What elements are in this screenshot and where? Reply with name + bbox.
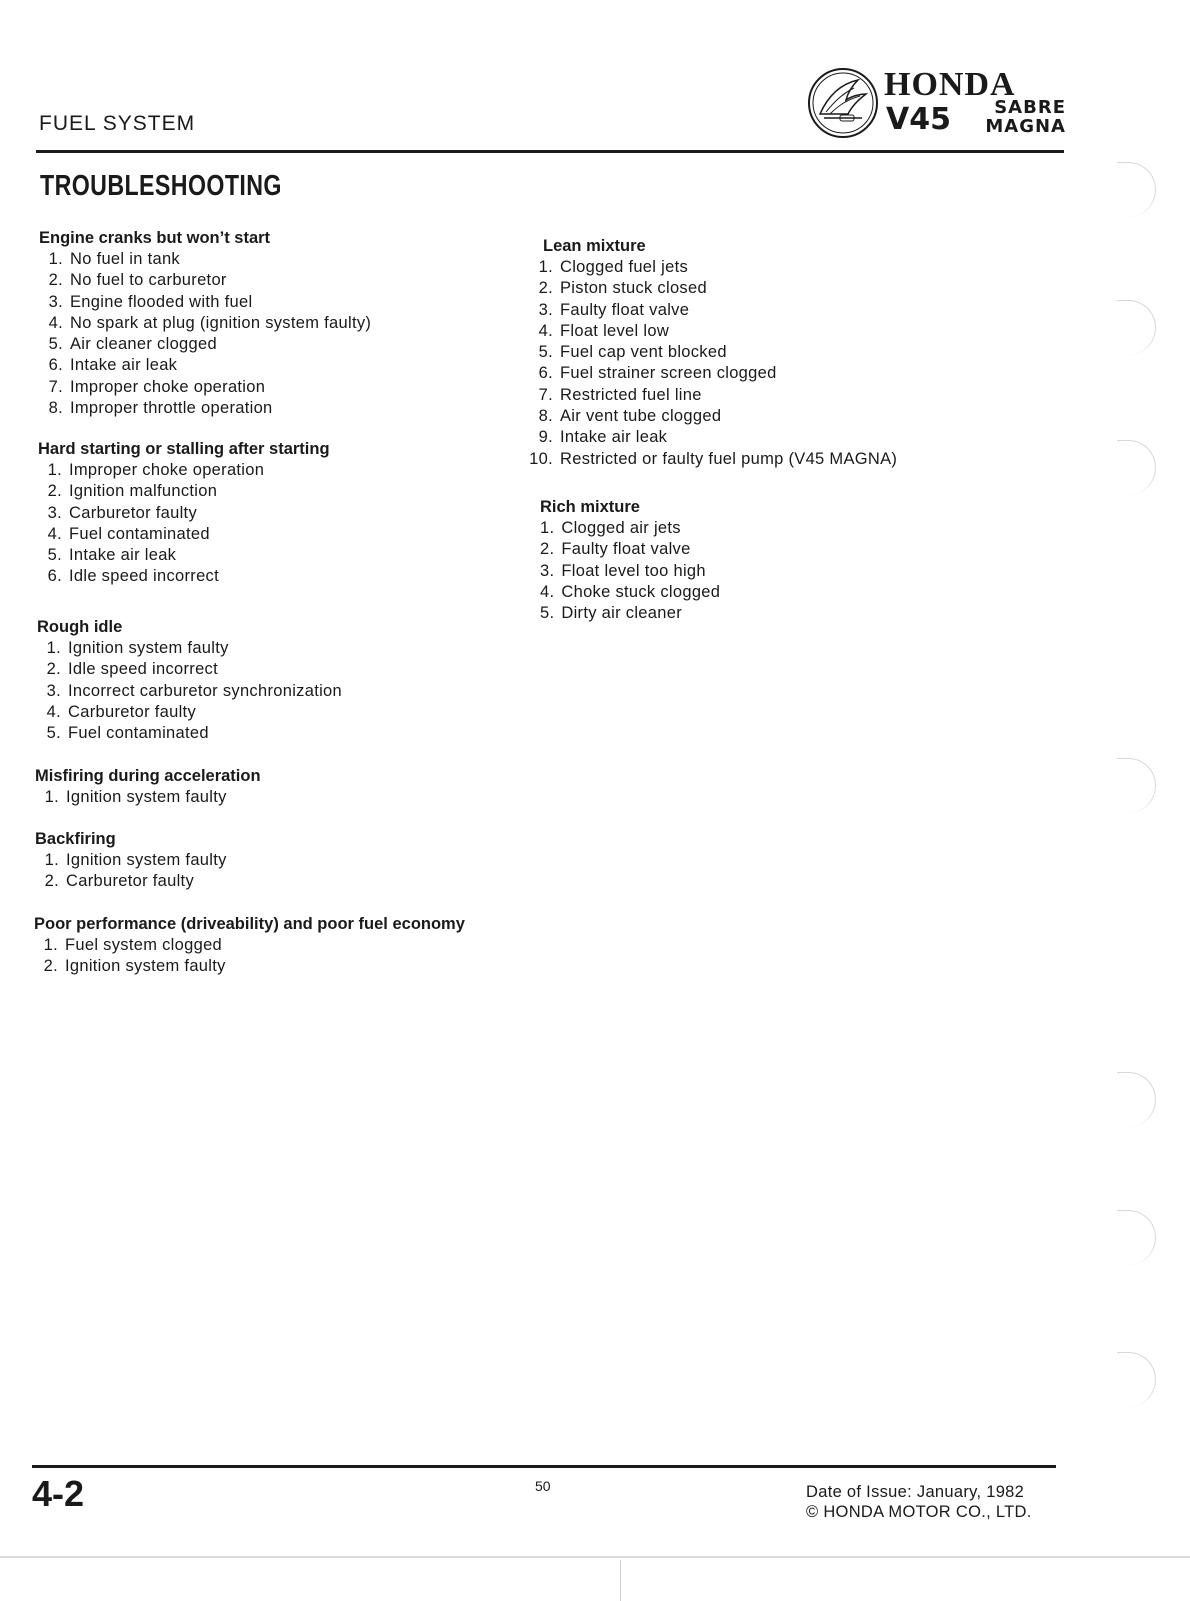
cause-list	[37, 638, 342, 744]
section-heading: Rich mixture	[540, 498, 640, 516]
binder-hole-mark	[1117, 162, 1156, 217]
list-item: 1. No fuel in tank	[48, 250, 180, 268]
cause-list	[540, 518, 720, 624]
logo-variant-line1: SABRE	[994, 97, 1066, 118]
list-item: 1. Improper choke operation	[47, 461, 265, 479]
list-item: 5. Dirty air cleaner	[540, 604, 683, 623]
wing-emblem-icon	[806, 66, 880, 140]
scan-edge	[0, 1556, 1190, 1558]
section-heading: Rough idle	[37, 618, 123, 636]
list-item: 4. No spark at plug (ignition system faulty)	[48, 313, 372, 332]
list-item: 3. Engine flooded with fuel	[48, 292, 253, 311]
section-rich-mixture	[540, 497, 720, 624]
page-title: TROUBLESHOOTING	[40, 170, 282, 202]
page-number: 4-2	[32, 1473, 85, 1514]
header-divider	[36, 150, 1064, 153]
list-item: 1. Clogged air jets	[540, 519, 681, 537]
section-heading: Backfiring	[35, 830, 116, 848]
section-heading: Lean mixture	[543, 237, 646, 255]
cause-list	[38, 460, 330, 588]
section-misfiring	[35, 766, 261, 808]
list-item: 4. Fuel contaminated	[47, 524, 210, 543]
list-item: 2. Idle speed incorrect	[46, 660, 218, 679]
logo-variant-line2: MAGNA	[985, 116, 1066, 137]
list-item: 4. Choke stuck clogged	[540, 582, 721, 601]
section-poor-performance	[34, 914, 465, 978]
section-lean-mixture	[527, 236, 897, 470]
list-item: 9. Intake air leak	[538, 428, 668, 447]
logo-model-text: V45	[886, 102, 951, 137]
list-item: 1. Ignition system faulty	[44, 851, 227, 869]
list-item: 2. Ignition malfunction	[47, 482, 218, 501]
list-item: 5. Fuel cap vent blocked	[538, 343, 727, 362]
section-heading: Misfiring during acceleration	[35, 767, 261, 785]
list-item: 5. Air cleaner clogged	[48, 335, 217, 354]
section-heading: Poor performance (driveability) and poor fuel economy	[34, 915, 465, 933]
cause-list	[527, 257, 897, 470]
list-item: 8. Improper throttle operation	[48, 399, 273, 418]
list-item: 1. Ignition system faulty	[44, 788, 227, 806]
list-item: 6. Fuel strainer screen clogged	[538, 364, 777, 383]
binder-hole-mark	[1117, 300, 1156, 355]
section-heading: Engine cranks but won’t start	[39, 229, 271, 247]
honda-logo	[806, 66, 1066, 142]
list-item: 1. Ignition system faulty	[46, 639, 229, 657]
cause-list	[34, 935, 465, 978]
copyright: © HONDA MOTOR CO., LTD.	[806, 1503, 1032, 1521]
section-hard-starting	[38, 439, 330, 588]
list-item: 2. Piston stuck closed	[538, 279, 707, 298]
binder-hole-mark	[1117, 1210, 1156, 1265]
list-item: 1. Clogged fuel jets	[538, 258, 689, 276]
binder-hole-mark	[1117, 1072, 1156, 1127]
list-item: 5. Fuel contaminated	[46, 724, 209, 743]
list-item: 4. Float level low	[538, 321, 670, 340]
list-item: 4. Carburetor faulty	[46, 702, 196, 721]
logo-brand-text: HONDA	[884, 66, 1016, 103]
section-engine-cranks	[39, 228, 371, 419]
logo-variant-text	[974, 98, 1066, 136]
list-item: 7. Restricted fuel line	[538, 385, 702, 404]
section-rough-idle	[37, 617, 342, 744]
list-item: 6. Idle speed incorrect	[47, 567, 219, 586]
list-item: 3. Incorrect carburetor synchronization	[46, 681, 343, 700]
list-item: 7. Improper choke operation	[48, 377, 266, 396]
footer-divider	[32, 1465, 1056, 1468]
list-item: 2. No fuel to carburetor	[48, 271, 227, 290]
list-item: 2. Ignition system faulty	[43, 957, 226, 976]
list-item: 6. Intake air leak	[48, 356, 178, 375]
list-item: 8. Air vent tube clogged	[538, 407, 722, 426]
section-heading: Hard starting or stalling after starting	[38, 440, 330, 458]
list-item: 5. Intake air leak	[47, 546, 177, 565]
issue-info	[806, 1482, 1032, 1522]
list-item: 2. Faulty float valve	[540, 540, 691, 559]
section-title: FUEL SYSTEM	[39, 112, 196, 135]
binder-hole-mark	[1117, 440, 1156, 495]
list-item: 2. Carburetor faulty	[44, 872, 194, 891]
issue-date: Date of Issue: January, 1982	[806, 1483, 1025, 1501]
cause-list	[35, 787, 261, 808]
list-item: 1. Fuel system clogged	[43, 936, 223, 954]
list-item: 3. Carburetor faulty	[47, 503, 197, 522]
list-item: 3. Faulty float valve	[538, 300, 690, 319]
binder-hole-mark	[1117, 1352, 1156, 1407]
cause-list	[39, 249, 371, 419]
scan-crease	[620, 1560, 621, 1601]
page-index: 50	[535, 1478, 551, 1494]
section-backfiring	[35, 829, 227, 893]
list-item: 3. Float level too high	[540, 561, 706, 580]
list-item: 10. Restricted or faulty fuel pump (V45 MAGNA)	[529, 449, 898, 468]
binder-hole-mark	[1117, 758, 1156, 813]
cause-list	[35, 850, 227, 893]
